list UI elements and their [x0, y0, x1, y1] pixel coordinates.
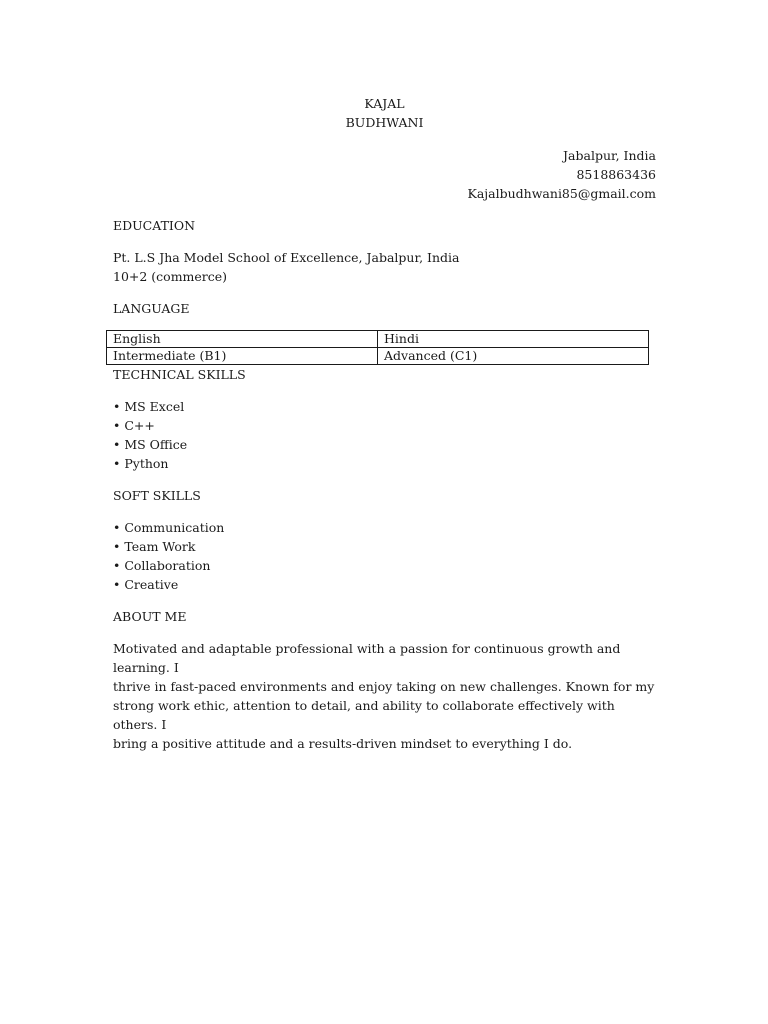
technical-skills-heading: TECHNICAL SKILLS	[113, 367, 246, 382]
resume-page	[113, 94, 656, 753]
first-name: KAJAL	[364, 96, 405, 111]
list-item: • Creative	[113, 577, 179, 592]
list-item: • Collaboration	[113, 558, 211, 573]
list-item: • Communication	[113, 520, 225, 535]
contact-email: Kajalbudhwani85@gmail.com	[467, 186, 656, 201]
education-level: 10+2 (commerce)	[113, 269, 228, 284]
soft-skills-heading: SOFT SKILLS	[113, 488, 201, 503]
list-item: • MS Office	[113, 437, 188, 452]
about-heading: ABOUT ME	[113, 609, 187, 624]
list-item: • C++	[113, 418, 155, 433]
table-cell-english: English	[107, 331, 378, 348]
soft-skills-list	[113, 518, 656, 594]
contact-phone: 8518863436	[576, 167, 656, 182]
about-line: strong work ethic, attention to detail, and ability to collaborate effectively with others. I	[113, 698, 615, 732]
table-row	[107, 331, 649, 348]
contact-location: Jabalpur, India	[563, 148, 656, 163]
list-item: • MS Excel	[113, 399, 185, 414]
list-item: • Team Work	[113, 539, 196, 554]
language-table	[106, 330, 649, 365]
education-school: Pt. L.S Jha Model School of Excellence, Jabalpur, India	[113, 250, 460, 265]
table-cell-hindi: Hindi	[378, 331, 649, 348]
table-row	[107, 348, 649, 365]
about-line: Motivated and adaptable professional with a passion for continuous growth and learning. I	[113, 641, 621, 675]
about-text	[113, 639, 658, 753]
last-name: BUDHWANI	[345, 115, 424, 130]
education-heading: EDUCATION	[113, 218, 196, 233]
table-cell-english-level: Intermediate (B1)	[107, 348, 378, 365]
list-item: • Python	[113, 456, 169, 471]
contact-info	[113, 146, 656, 203]
language-heading: LANGUAGE	[113, 301, 190, 316]
name-header	[113, 94, 656, 132]
table-cell-hindi-level: Advanced (C1)	[378, 348, 649, 365]
about-line: thrive in fast-paced environments and enjoy taking on new challenges. Known for my	[113, 679, 655, 694]
technical-skills-list	[113, 397, 656, 473]
about-line: bring a positive attitude and a results-driven mindset to everything I do.	[113, 736, 573, 751]
